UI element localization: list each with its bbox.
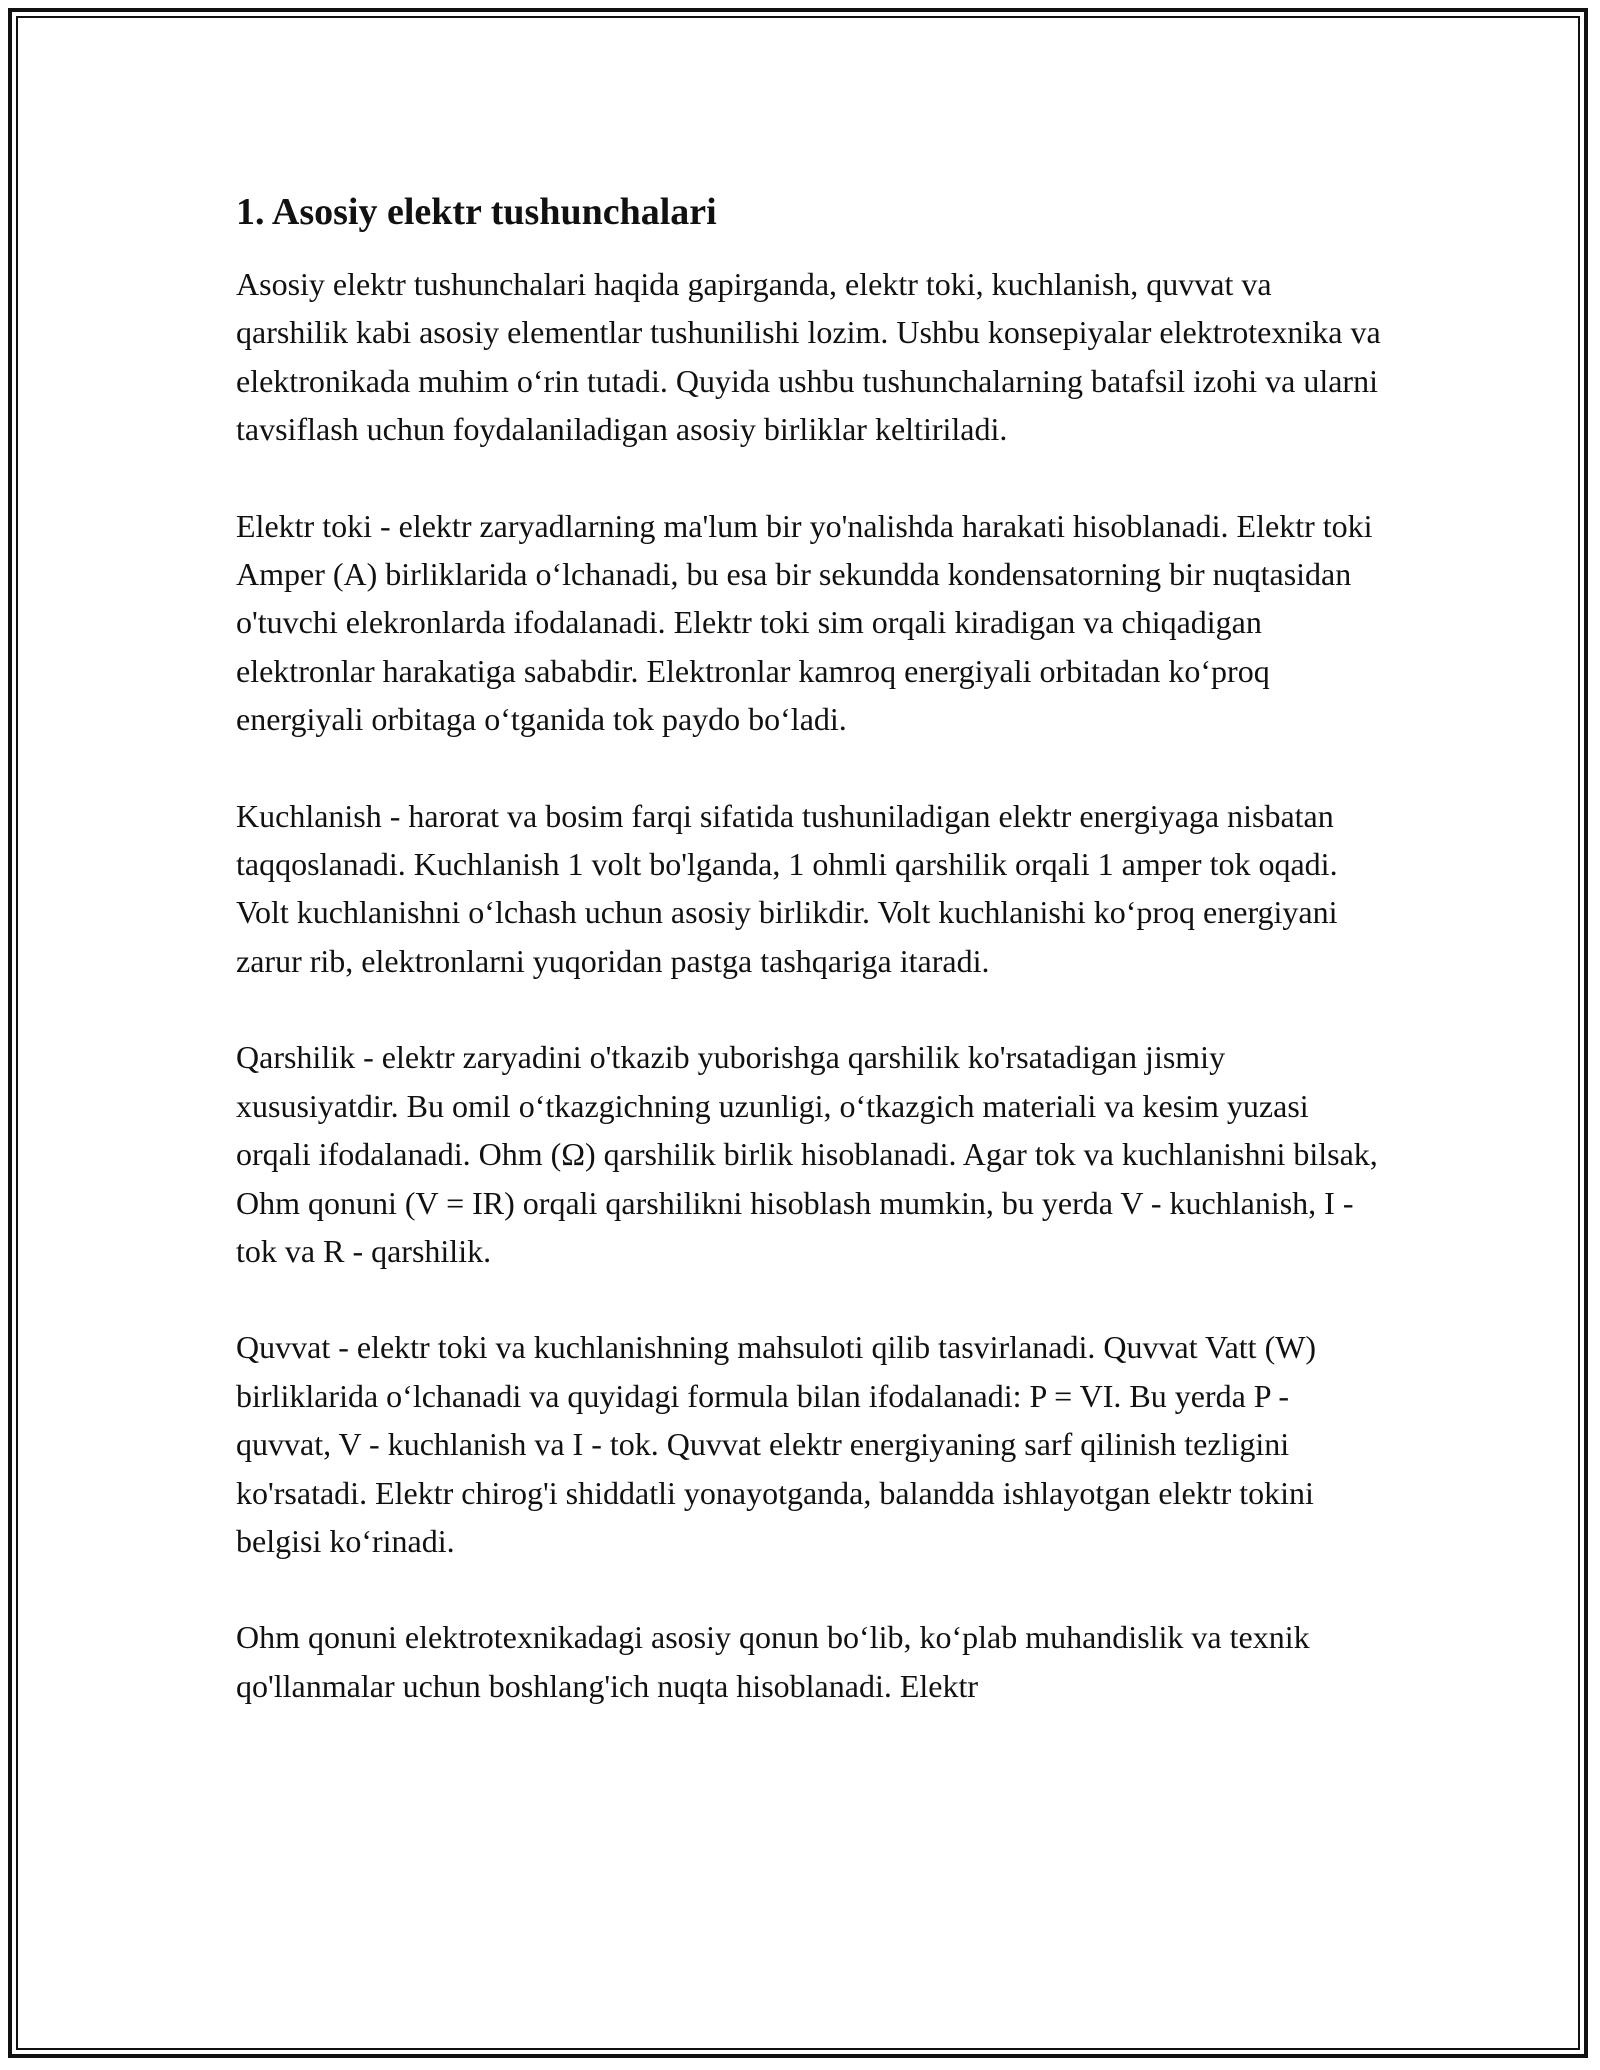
paragraph-intro: Asosiy elektr tushunchalari haqida gapirganda, elektr toki, kuchlanish, quvvat va qarshilik kabi asosiy elementlar tushunilishi lozim. Ushbu konsepiyalar elektrotexnika va elektronikada muhim o‘rin tutadi. Quyida ushbu tushunchalarning batafsil izohi va ularni tavsiflash uchun foydalaniladigan asosiy birliklar keltiriladi. — [236, 266, 1381, 448]
paragraph-voltage: Kuchlanish - harorat va bosim farqi sifatida tushuniladigan elektr energiyaga nisbatan taqqoslanadi. Kuchlanish 1 volt bo'lganda, 1 ohmli qarshilik orqali 1 amper tok oqadi. Volt kuchlanishni o‘lchash uchun asosiy birlikdir. Volt kuchlanishi ko‘proq energiyani zarur rib, elektronlarni yuqoridan pastga tashqariga itaradi. — [236, 797, 1338, 979]
paragraph-power: Quvvat - elektr toki va kuchlanishning mahsuloti qilib tasvirlanadi. Quvvat Vatt (W) birliklarida o‘lchanadi va quyidagi formula bilan ifodalanadi: P = VI. Bu yerda P - quvvat, V - kuchlanish va I - tok. Quvvat elektr energiyaning sarf qilinish tezligini ko'rsatadi. Elektr chirog'i shiddatli yonayotganda, balandda ishlayotgan elektr tokini belgisi ko‘rinadi. — [236, 1329, 1317, 1559]
paragraph-resistance: Qarshilik - elektr zaryadini o'tkazib yuborishga qarshilik ko'rsatadigan jismiy xususiyatdir. Bu omil o‘tkazgichning uzunligi, o‘tkazgich materiali va kesim yuzasi orqali ifodalanadi. Ohm (Ω) qarshilik birlik hisoblanadi. Agar tok va kuchlanishni bilsak, Ohm qonuni (V = IR) orqali qarshilikni hisoblash mumkin, bu yerda V - kuchlanish, I - tok va R - qarshilik. — [236, 1039, 1378, 1269]
section-heading: 1. Asosiy elektr tushunchalari — [236, 191, 717, 233]
paragraph-current: Elektr toki - elektr zaryadlarning ma'lum bir yo'nalishda harakati hisoblanadi. Elektr toki Amper (A) birliklarida o‘lchanadi, bu esa bir sekundda kondensatorning bir nuqtasidan o'tuvchi elekronlarda ifodalanadi. Elektr toki sim orqali kiradigan va chiqadigan elektronlar harakatiga sababdir. Elektronlar kamroq energiyali orbitadan ko‘proq energiyali orbitaga o‘tganida tok paydo bo‘ladi. — [236, 507, 1373, 738]
paragraph-ohms-law: Ohm qonuni elektrotexnikadagi asosiy qonun bo‘lib, ko‘plab muhandislik va texnik qo'llanmalar uchun boshlang'ich nuqta hisoblanadi. Elektr — [236, 1619, 1310, 1704]
document-body — [236, 186, 1386, 1758]
